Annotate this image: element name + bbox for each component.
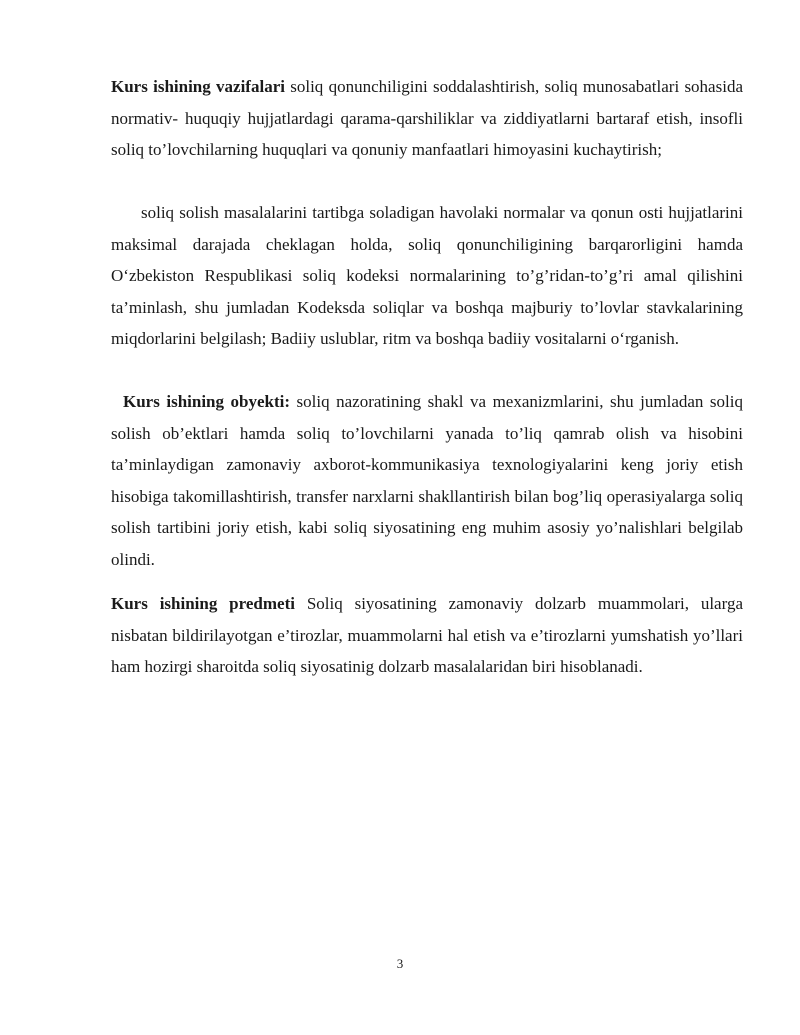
paragraph-course-subject [111,588,743,683]
paragraph-course-tasks [111,71,743,166]
text-tax-regulation: soliq solish masalalarini tartibga soladigan havolaki normalar va qonun osti hujjatlarini maksimal darajada cheklagan holda, soliq qonunchiligining barqarorligini hamda O‘zbekiston Respublikasi soliq kodeksi normalarining to’g’ridan-to’g’ri amal qilishini ta’minlash, shu jumladan Kodeksda soliqlar va boshqa majburiy to’lovlar stavkalarining miqdorlarini belgilash; Badiiy uslublar, ritm va boshqa badiiy vositalarni o‘rganish. [111,203,743,348]
paragraph-course-object [111,386,743,575]
paragraph-tax-regulation [111,197,743,355]
heading-course-tasks: Kurs ishining vazifalari [111,77,285,96]
text-course-subject: Soliq siyosatining zamonaviy dolzarb muammolari, ularga nisbatan bildirilayotgan e’tirozlar, muammolarni hal etish va e’tirozlarni yumshatish yo’llari ham hozirgi sharoitda soliq siyosatinig dolzarb masalalaridan biri hisoblanadi. [111,594,743,676]
heading-course-subject: Kurs ishining predmeti [111,594,295,613]
heading-course-object: Kurs ishining obyekti: [123,392,291,411]
text-course-tasks: soliq qonunchiligini soddalashtirish, soliq munosabatlari sohasida normativ- huquqiy hujjatlardagi qarama-qarshiliklar va ziddiyatlarni bartaraf etish, insofli soliq to’lovchilarning huquqlari va qonuniy manfaatlari himoyasini kuchaytirish; [111,77,743,159]
page-number: 3 [396,956,404,971]
text-course-object: soliq nazoratining shakl va mexanizmlarini, shu jumladan soliq solish ob’ektlari hamda soliq to’lovchilarni yanada to’liq qamrab olish va hisobini ta’minlaydigan zamonaviy axborot-kommunikasiya texnologiyalarini keng joriy etish hisobiga takomillashtirish, transfer narxlarni shakllantirish bilan bog’liq operasiyalarga soliq solish tartibini joriy etish, kabi soliq siyosatining eng muhim asosiy yo’nalishlari belgilab olindi. [111,392,743,569]
